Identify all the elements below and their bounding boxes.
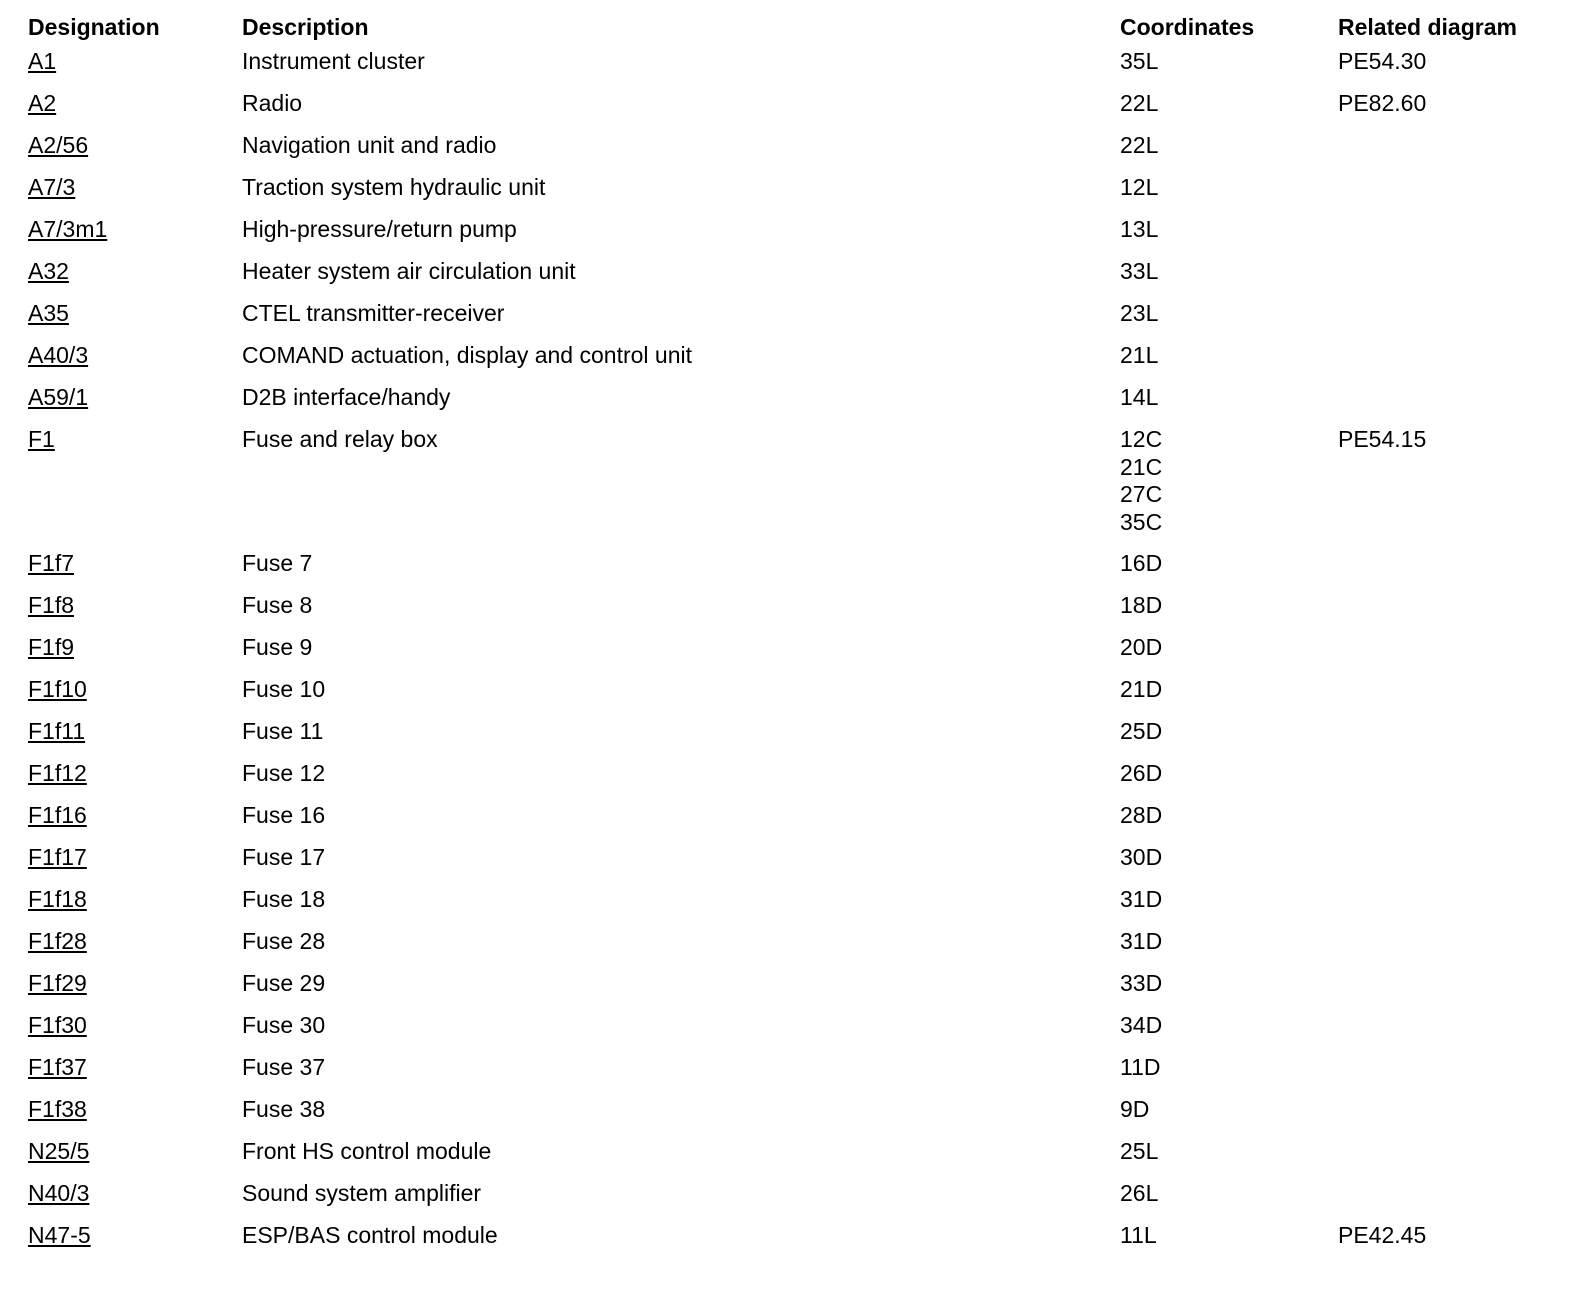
coordinates-cell — [1116, 258, 1334, 300]
designation-link[interactable]: N25/5 — [28, 1138, 90, 1164]
table-row — [24, 48, 1569, 90]
table-row — [24, 300, 1569, 342]
designation-link[interactable]: F1f37 — [28, 1054, 87, 1080]
description-cell: D2B interface/handy — [242, 384, 451, 410]
designation-link[interactable]: A7/3m1 — [28, 216, 108, 242]
coordinate-value: 28D — [1120, 802, 1163, 828]
coordinate-value: 12C — [1120, 426, 1163, 452]
related-diagram-cell — [1334, 676, 1569, 718]
table-row — [24, 216, 1569, 258]
related-diagram-cell — [1334, 342, 1569, 384]
description-cell: Fuse 17 — [242, 844, 326, 870]
coordinates-cell — [1116, 928, 1334, 970]
description-cell: Fuse 8 — [242, 592, 313, 618]
coordinate-value: 31D — [1120, 886, 1163, 912]
coordinates-cell — [1116, 886, 1334, 928]
designation-link[interactable]: A35 — [28, 300, 69, 326]
designation-link[interactable]: F1f7 — [28, 550, 75, 576]
related-diagram-cell — [1334, 132, 1569, 174]
description-cell: ESP/BAS control module — [242, 1222, 498, 1248]
table-row — [24, 1222, 1569, 1264]
coordinates-cell — [1116, 844, 1334, 886]
designation-link[interactable]: F1f8 — [28, 592, 75, 618]
description-cell: Fuse 37 — [242, 1054, 326, 1080]
related-diagram-cell — [1334, 258, 1569, 300]
designation-link[interactable]: F1f17 — [28, 844, 87, 870]
designation-link[interactable]: A59/1 — [28, 384, 89, 410]
description-cell: Fuse 11 — [242, 718, 324, 744]
description-cell: Fuse 7 — [242, 550, 313, 576]
coordinates-cell — [1116, 426, 1334, 550]
table-row — [24, 592, 1569, 634]
description-cell: Fuse 28 — [242, 928, 326, 954]
designation-cell — [24, 90, 238, 132]
table-row — [24, 174, 1569, 216]
designation-cell — [24, 174, 238, 216]
related-diagram-cell — [1334, 928, 1569, 970]
designation-link[interactable]: F1 — [28, 426, 55, 452]
designation-cell — [24, 216, 238, 258]
designation-link[interactable]: F1f9 — [28, 634, 75, 660]
designation-cell — [24, 886, 238, 928]
designation-cell — [24, 844, 238, 886]
description-cell: Fuse 38 — [242, 1096, 326, 1122]
designation-link[interactable]: F1f16 — [28, 802, 87, 828]
coordinates-cell — [1116, 216, 1334, 258]
designation-cell — [24, 48, 238, 90]
coordinate-value: 9D — [1120, 1096, 1150, 1122]
designation-link[interactable]: A7/3 — [28, 174, 76, 200]
header-related-diagram: Related diagram — [1338, 14, 1517, 40]
designation-link[interactable]: F1f10 — [28, 676, 87, 702]
description-cell: Sound system amplifier — [242, 1180, 482, 1206]
designation-cell — [24, 1054, 238, 1096]
table-row — [24, 342, 1569, 384]
table-row — [24, 760, 1569, 802]
coordinate-value: 11L — [1120, 1222, 1157, 1248]
designation-link[interactable]: A32 — [28, 258, 69, 284]
coordinate-value: 33L — [1120, 258, 1159, 284]
coordinate-value: 21C — [1120, 453, 1163, 480]
table-row — [24, 970, 1569, 1012]
table-row — [24, 1096, 1569, 1138]
coordinates-cell — [1116, 174, 1334, 216]
designation-cell — [24, 760, 238, 802]
designation-link[interactable]: N47-5 — [28, 1222, 91, 1248]
related-diagram-cell — [1334, 216, 1569, 258]
coordinate-value: 26L — [1120, 1180, 1159, 1206]
coordinate-value: 34D — [1120, 1012, 1163, 1038]
related-diagram-cell — [1334, 1096, 1569, 1138]
designation-link[interactable]: N40/3 — [28, 1180, 90, 1206]
coordinate-value: 13L — [1120, 216, 1159, 242]
coordinates-cell — [1116, 634, 1334, 676]
description-cell: Radio — [242, 90, 303, 116]
designation-cell — [24, 1138, 238, 1180]
coordinate-value: 22L — [1120, 90, 1159, 116]
table-row — [24, 718, 1569, 760]
coordinates-cell — [1116, 1012, 1334, 1054]
coordinates-cell — [1116, 1096, 1334, 1138]
table-row — [24, 928, 1569, 970]
coordinate-value: 31D — [1120, 928, 1163, 954]
related-diagram-cell — [1334, 760, 1569, 802]
description-cell: High-pressure/return pump — [242, 216, 517, 242]
designation-link[interactable]: A2/56 — [28, 132, 89, 158]
coordinates-cell — [1116, 718, 1334, 760]
coordinate-value: 22L — [1120, 132, 1159, 158]
related-diagram-cell: PE82.60 — [1338, 90, 1427, 116]
description-cell: Front HS control module — [242, 1138, 492, 1164]
header-row — [24, 14, 1569, 48]
table-row — [24, 1054, 1569, 1096]
designation-cell — [24, 634, 238, 676]
coordinates-cell — [1116, 760, 1334, 802]
table-row — [24, 634, 1569, 676]
table-row — [24, 1180, 1569, 1222]
designation-cell — [24, 928, 238, 970]
coordinates-cell — [1116, 342, 1334, 384]
table-row — [24, 886, 1569, 928]
related-diagram-cell — [1334, 970, 1569, 1012]
coordinate-value: 26D — [1120, 760, 1163, 786]
coordinate-value: 12L — [1120, 174, 1159, 200]
designation-cell — [24, 970, 238, 1012]
designation-link[interactable]: A40/3 — [28, 342, 89, 368]
component-table — [24, 14, 1569, 1264]
coordinates-cell — [1116, 90, 1334, 132]
related-diagram-cell — [1334, 592, 1569, 634]
designation-cell — [24, 300, 238, 342]
related-diagram-cell — [1334, 174, 1569, 216]
related-diagram-cell: PE54.15 — [1338, 426, 1427, 452]
designation-cell — [24, 802, 238, 844]
table-row — [24, 426, 1569, 550]
coordinate-value: 14L — [1120, 384, 1159, 410]
coordinate-value: 25D — [1120, 718, 1163, 744]
coordinate-value: 27C — [1120, 481, 1163, 507]
designation-cell — [24, 342, 238, 384]
designation-cell — [24, 718, 238, 760]
table-row — [24, 1138, 1569, 1180]
coordinates-cell — [1116, 802, 1334, 844]
coordinates-cell — [1116, 1222, 1334, 1264]
designation-cell — [24, 1096, 238, 1138]
description-cell: COMAND actuation, display and control unit — [242, 342, 692, 368]
coordinates-cell — [1116, 1138, 1334, 1180]
designation-cell — [24, 550, 238, 592]
table-row — [24, 384, 1569, 426]
coordinate-value: 23L — [1120, 300, 1159, 326]
coordinate-value: 21D — [1120, 676, 1163, 702]
coordinate-value: 30D — [1120, 844, 1163, 870]
coordinates-cell — [1116, 592, 1334, 634]
designation-link[interactable]: F1f18 — [28, 886, 87, 912]
related-diagram-cell — [1334, 384, 1569, 426]
related-diagram-cell — [1334, 844, 1569, 886]
description-cell: Fuse 18 — [242, 886, 326, 912]
table-row — [24, 844, 1569, 886]
description-cell: Navigation unit and radio — [242, 132, 497, 158]
description-cell: Fuse and relay box — [242, 426, 438, 452]
description-cell: CTEL transmitter-receiver — [242, 300, 505, 326]
coordinates-cell — [1116, 1180, 1334, 1222]
coordinate-value: 21L — [1120, 342, 1159, 368]
table-row — [24, 258, 1569, 300]
related-diagram-cell — [1334, 1012, 1569, 1054]
coordinates-cell — [1116, 48, 1334, 90]
designation-cell — [24, 1180, 238, 1222]
table-row — [24, 550, 1569, 592]
description-cell: Fuse 29 — [242, 970, 326, 996]
header-description: Description — [242, 14, 369, 40]
coordinates-cell — [1116, 300, 1334, 342]
description-cell: Instrument cluster — [242, 48, 425, 74]
description-cell: Fuse 12 — [242, 760, 326, 786]
designation-cell — [24, 426, 238, 550]
related-diagram-cell — [1334, 1054, 1569, 1096]
designation-cell — [24, 1222, 238, 1264]
designation-cell — [24, 676, 238, 718]
description-cell: Fuse 30 — [242, 1012, 326, 1038]
designation-link[interactable]: F1f38 — [28, 1096, 87, 1122]
designation-cell — [24, 592, 238, 634]
coordinate-value: 11D — [1120, 1054, 1161, 1080]
coordinate-value: 20D — [1120, 634, 1163, 660]
designation-link[interactable]: F1f12 — [28, 760, 87, 786]
coordinates-cell — [1116, 550, 1334, 592]
table-row — [24, 90, 1569, 132]
related-diagram-cell — [1334, 1180, 1569, 1222]
coordinate-value: 16D — [1120, 550, 1163, 576]
related-diagram-cell — [1334, 1138, 1569, 1180]
related-diagram-cell: PE54.30 — [1338, 48, 1427, 74]
coordinates-cell — [1116, 132, 1334, 174]
designation-link[interactable]: F1f29 — [28, 970, 87, 996]
designation-cell — [24, 258, 238, 300]
table-row — [24, 676, 1569, 718]
designation-cell — [24, 384, 238, 426]
designation-link[interactable]: A1 — [28, 48, 57, 74]
description-cell: Fuse 10 — [242, 676, 326, 702]
designation-link[interactable]: A2 — [28, 90, 57, 116]
coordinate-value: 35C — [1120, 508, 1163, 535]
header-coordinates: Coordinates — [1120, 14, 1255, 40]
header-designation: Designation — [28, 14, 160, 40]
related-diagram-cell — [1334, 300, 1569, 342]
coordinates-cell — [1116, 676, 1334, 718]
table-body — [24, 48, 1569, 1264]
designation-cell — [24, 132, 238, 174]
description-cell: Traction system hydraulic unit — [242, 174, 546, 200]
coordinate-value: 25L — [1120, 1138, 1159, 1164]
related-diagram-cell — [1334, 634, 1569, 676]
designation-link[interactable]: F1f11 — [28, 718, 86, 744]
coordinate-value: 35L — [1120, 48, 1159, 74]
designation-link[interactable]: F1f30 — [28, 1012, 87, 1038]
coordinates-cell — [1116, 1054, 1334, 1096]
table-row — [24, 1012, 1569, 1054]
designation-cell — [24, 1012, 238, 1054]
coordinates-cell — [1116, 970, 1334, 1012]
related-diagram-cell — [1334, 802, 1569, 844]
description-cell: Heater system air circulation unit — [242, 258, 576, 284]
related-diagram-cell — [1334, 718, 1569, 760]
table-row — [24, 802, 1569, 844]
coordinates-cell — [1116, 384, 1334, 426]
description-cell: Fuse 16 — [242, 802, 326, 828]
designation-link[interactable]: F1f28 — [28, 928, 87, 954]
table-row — [24, 132, 1569, 174]
related-diagram-cell — [1334, 886, 1569, 928]
related-diagram-cell — [1334, 550, 1569, 592]
description-cell: Fuse 9 — [242, 634, 313, 660]
coordinate-value: 18D — [1120, 592, 1163, 618]
related-diagram-cell: PE42.45 — [1338, 1222, 1427, 1248]
coordinate-value: 33D — [1120, 970, 1163, 996]
